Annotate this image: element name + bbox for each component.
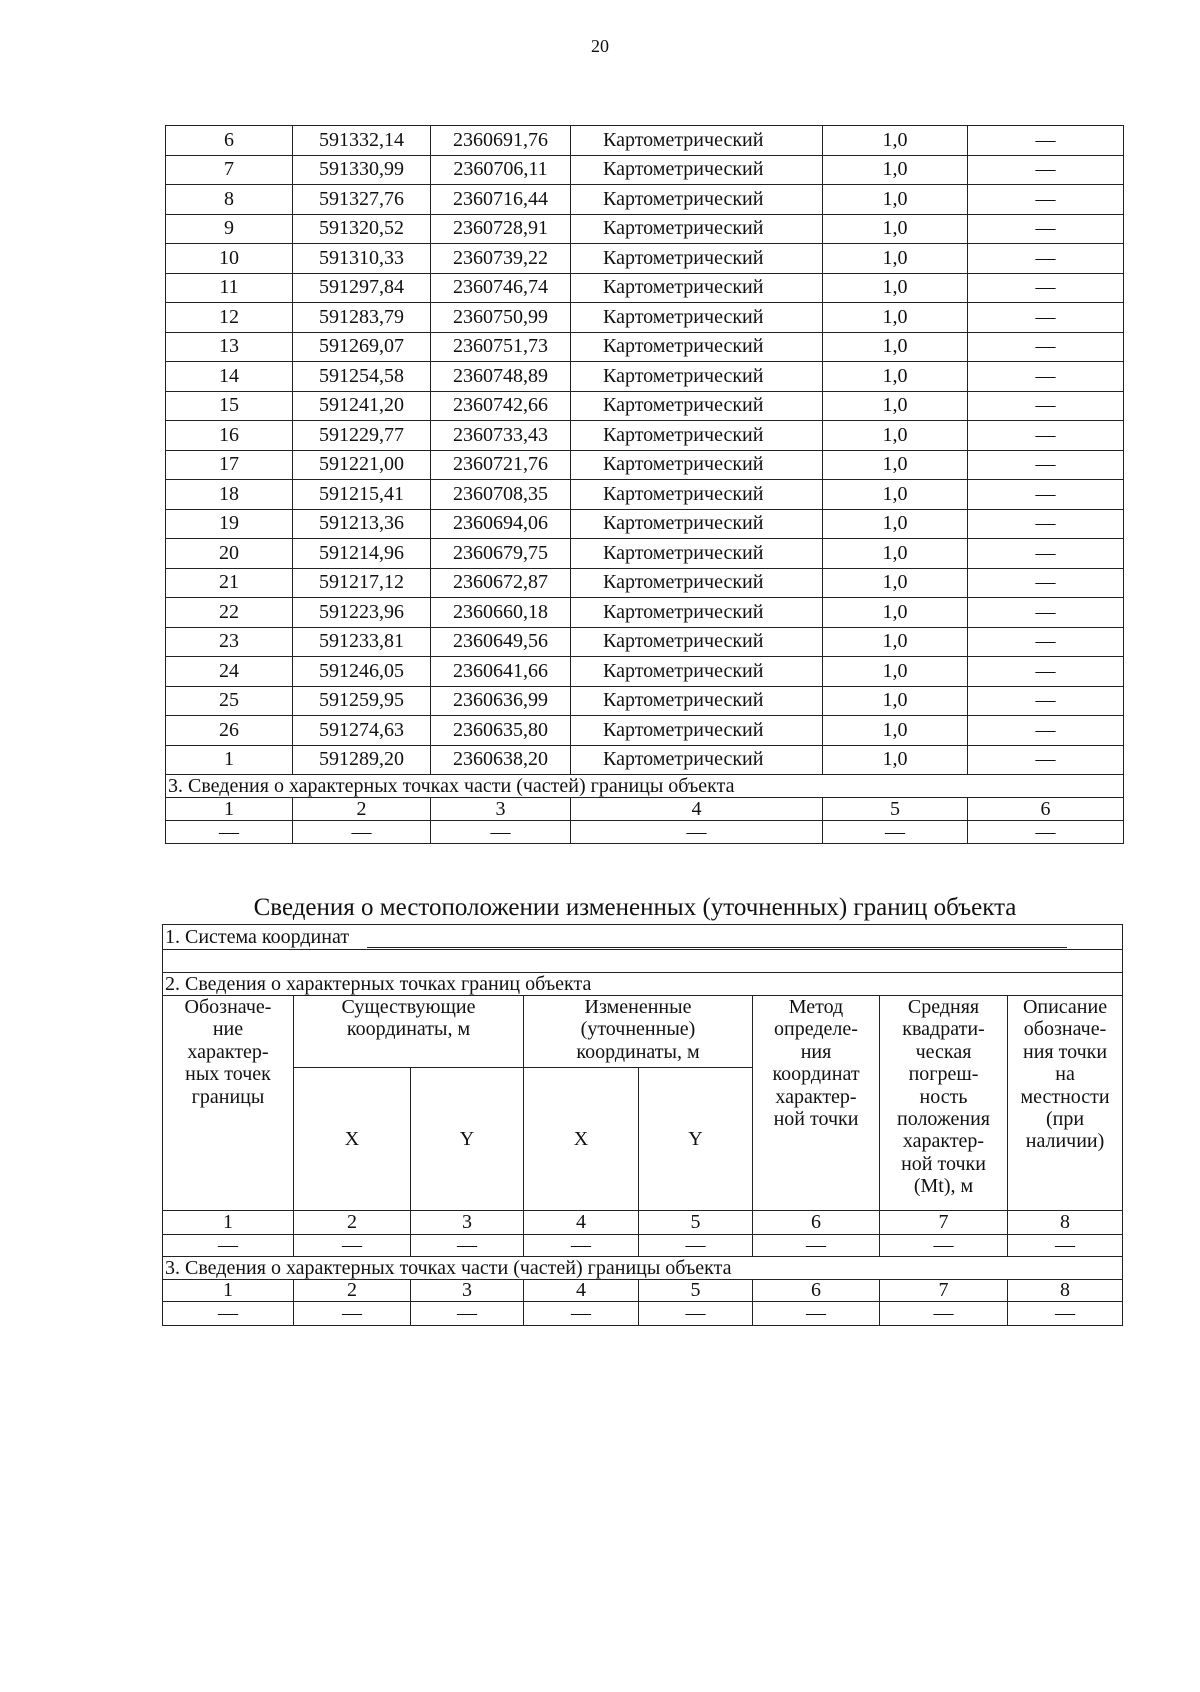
cell-coord-x: 591246,05: [293, 657, 431, 687]
section3-col-number: 3: [431, 798, 571, 821]
cell-point-number: 12: [166, 303, 293, 333]
cell-point-number: 20: [166, 539, 293, 569]
cell-coord-x: 591221,00: [293, 450, 431, 480]
cell-description: —: [968, 627, 1124, 657]
dash-cell: —: [411, 1235, 524, 1257]
header-point-description: Описание обозначе- ния точки на местности (при наличии): [1008, 996, 1123, 1211]
cell-coord-x: 591259,95: [293, 686, 431, 716]
cell-coord-y: 2360728,91: [431, 214, 571, 244]
table-row: [166, 332, 1124, 362]
cell-coord-y: 2360751,73: [431, 332, 571, 362]
cell-coord-x: 591283,79: [293, 303, 431, 333]
dash-cell: —: [294, 1302, 411, 1326]
cell-coord-x: 591214,96: [293, 539, 431, 569]
header-changed-coordinates: Измененные (уточненные) координаты, м: [524, 996, 753, 1068]
section3-col-number: 4: [571, 798, 823, 821]
section3-col-number: 2: [293, 798, 431, 821]
table-row: [166, 509, 1124, 539]
cell-point-number: 25: [166, 686, 293, 716]
header-mean-square-error: Средняя квадрати- ческая погреш- ность положения характер- ной точки (Mt), м: [880, 996, 1008, 1211]
dash-cell: —: [639, 1302, 753, 1326]
cell-description: —: [968, 126, 1124, 156]
cell-point-number: 22: [166, 598, 293, 628]
column-number: 3: [411, 1211, 524, 1235]
dash-cell: —: [1008, 1235, 1123, 1257]
cell-mean-square-error: 1,0: [823, 185, 968, 215]
table-row: [166, 155, 1124, 185]
cell-point-number: 18: [166, 480, 293, 510]
table-row: [166, 657, 1124, 687]
cell-point-number: 7: [166, 155, 293, 185]
dash-cell: —: [880, 1235, 1008, 1257]
cell-method: Картометрический: [571, 155, 823, 185]
cell-point-number: 17: [166, 450, 293, 480]
dash-cell: —: [163, 1235, 294, 1257]
column-number: 8: [1008, 1211, 1123, 1235]
table-row: [166, 185, 1124, 215]
column-number: 1: [163, 1280, 294, 1302]
cell-description: —: [968, 185, 1124, 215]
column-number: 6: [753, 1211, 880, 1235]
cell-point-number: 19: [166, 509, 293, 539]
cell-method: Картометрический: [571, 568, 823, 598]
cell-point-number: 6: [166, 126, 293, 156]
cell-mean-square-error: 1,0: [823, 480, 968, 510]
cell-coord-x: 591217,12: [293, 568, 431, 598]
cell-point-number: 26: [166, 716, 293, 746]
points-table: [165, 125, 1124, 844]
cell-coord-y: 2360742,66: [431, 391, 571, 421]
dash-cell: —: [524, 1235, 639, 1257]
cell-description: —: [968, 539, 1124, 569]
page-number: 20: [591, 36, 609, 56]
section3-dash-cell: —: [571, 821, 823, 844]
cell-point-number: 9: [166, 214, 293, 244]
cell-coord-y: 2360641,66: [431, 657, 571, 687]
cell-mean-square-error: 1,0: [823, 539, 968, 569]
cell-mean-square-error: 1,0: [823, 214, 968, 244]
cell-method: Картометрический: [571, 421, 823, 451]
coordinate-system-label: 1. Система координат: [165, 925, 350, 948]
column-number: 4: [524, 1211, 639, 1235]
cell-method: Картометрический: [571, 450, 823, 480]
header-changed-x: X: [524, 1068, 639, 1211]
cell-point-number: 21: [166, 568, 293, 598]
cell-method: Картометрический: [571, 185, 823, 215]
cell-description: —: [968, 391, 1124, 421]
cell-mean-square-error: 1,0: [823, 745, 968, 775]
dash-cell: —: [524, 1302, 639, 1326]
cell-method: Картометрический: [571, 273, 823, 303]
cell-point-number: 14: [166, 362, 293, 392]
cell-coord-x: 591213,36: [293, 509, 431, 539]
cell-mean-square-error: 1,0: [823, 716, 968, 746]
table-row: [166, 686, 1124, 716]
cell-description: —: [968, 362, 1124, 392]
column-number: 2: [294, 1211, 411, 1235]
cell-description: —: [968, 657, 1124, 687]
column-number: 1: [163, 1211, 294, 1235]
section3-title: 3. Сведения о характерных точках части (частей) границы объекта: [166, 775, 1124, 798]
cell-method: Картометрический: [571, 303, 823, 333]
cell-point-number: 23: [166, 627, 293, 657]
cell-mean-square-error: 1,0: [823, 450, 968, 480]
cell-description: —: [968, 686, 1124, 716]
table-row: [166, 450, 1124, 480]
cell-mean-square-error: 1,0: [823, 686, 968, 716]
cell-coord-y: 2360739,22: [431, 244, 571, 274]
cell-coord-y: 2360706,11: [431, 155, 571, 185]
table-row: [166, 421, 1124, 451]
cell-coord-y: 2360635,80: [431, 716, 571, 746]
cell-coord-x: 591229,77: [293, 421, 431, 451]
cell-coord-y: 2360638,20: [431, 745, 571, 775]
cell-description: —: [968, 244, 1124, 274]
cell-coord-x: 591223,96: [293, 598, 431, 628]
table-row: [166, 214, 1124, 244]
cell-method: Картометрический: [571, 657, 823, 687]
cell-description: —: [968, 450, 1124, 480]
cell-method: Картометрический: [571, 332, 823, 362]
cell-coord-x: 591215,41: [293, 480, 431, 510]
cell-mean-square-error: 1,0: [823, 332, 968, 362]
section3-col-number: 5: [823, 798, 968, 821]
cell-method: Картометрический: [571, 686, 823, 716]
cell-mean-square-error: 1,0: [823, 391, 968, 421]
cell-coord-x: 591297,84: [293, 273, 431, 303]
table-row: [166, 480, 1124, 510]
column-number: 8: [1008, 1280, 1123, 1302]
column-number: 3: [411, 1280, 524, 1302]
cell-point-number: 16: [166, 421, 293, 451]
dash-cell: —: [294, 1235, 411, 1257]
cell-point-number: 8: [166, 185, 293, 215]
column-number: 5: [639, 1211, 753, 1235]
cell-method: Картометрический: [571, 391, 823, 421]
cell-description: —: [968, 273, 1124, 303]
dash-cell: —: [753, 1302, 880, 1326]
table-row: [166, 598, 1124, 628]
cell-method: Картометрический: [571, 627, 823, 657]
dash-cell: —: [163, 1302, 294, 1326]
points-table-section3: [166, 775, 1124, 844]
cell-method: Картометрический: [571, 539, 823, 569]
cell-description: —: [968, 568, 1124, 598]
section2-title: 2. Сведения о характерных точках границ объекта: [163, 973, 1123, 996]
section3-dash-cell: —: [293, 821, 431, 844]
table-row: [166, 745, 1124, 775]
cell-coord-y: 2360733,43: [431, 421, 571, 451]
cell-coord-y: 2360679,75: [431, 539, 571, 569]
cell-description: —: [968, 716, 1124, 746]
changed-borders-table: [162, 924, 1123, 1326]
column-number: 2: [294, 1280, 411, 1302]
cell-method: Картометрический: [571, 362, 823, 392]
cell-description: —: [968, 303, 1124, 333]
table-row: [166, 391, 1124, 421]
cell-coord-y: 2360748,89: [431, 362, 571, 392]
cell-description: —: [968, 745, 1124, 775]
cell-coord-y: 2360649,56: [431, 627, 571, 657]
header-method: Метод определе- ния координат характер- ной точки: [753, 996, 880, 1211]
section3-dash-cell: —: [166, 821, 293, 844]
table-row: [166, 539, 1124, 569]
cell-description: —: [968, 421, 1124, 451]
cell-coord-y: 2360746,74: [431, 273, 571, 303]
table-row: [166, 716, 1124, 746]
cell-method: Картометрический: [571, 716, 823, 746]
changed-borders-title: Сведения о местоположении измененных (уточненных) границ объекта: [253, 894, 1017, 921]
cell-coord-x: 591332,14: [293, 126, 431, 156]
cell-method: Картометрический: [571, 598, 823, 628]
header-existing-x: X: [294, 1068, 411, 1211]
cell-coord-y: 2360694,06: [431, 509, 571, 539]
section3-dash-cell: —: [823, 821, 968, 844]
cell-coord-x: 591254,58: [293, 362, 431, 392]
cell-point-number: 15: [166, 391, 293, 421]
cell-mean-square-error: 1,0: [823, 273, 968, 303]
column-number: 6: [753, 1280, 880, 1302]
table-row: [166, 244, 1124, 274]
header-changed-y: Y: [639, 1068, 753, 1211]
cell-description: —: [968, 509, 1124, 539]
cell-coord-x: 591289,20: [293, 745, 431, 775]
dash-cell: —: [639, 1235, 753, 1257]
dash-cell: —: [880, 1302, 1008, 1326]
section3-dash-cell: —: [968, 821, 1124, 844]
cell-method: Картометрический: [571, 745, 823, 775]
cell-point-number: 13: [166, 332, 293, 362]
cell-description: —: [968, 214, 1124, 244]
dash-cell: —: [1008, 1302, 1123, 1326]
cell-coord-y: 2360716,44: [431, 185, 571, 215]
coordinate-system-value-row: [163, 950, 1123, 973]
coordinate-system-blank-line: [367, 929, 1067, 948]
cell-mean-square-error: 1,0: [823, 303, 968, 333]
cell-mean-square-error: 1,0: [823, 598, 968, 628]
cell-coord-y: 2360672,87: [431, 568, 571, 598]
cell-method: Картометрический: [571, 214, 823, 244]
cell-coord-x: 591320,52: [293, 214, 431, 244]
cell-point-number: 24: [166, 657, 293, 687]
table2-section3-title: 3. Сведения о характерных точках части (частей) границы объекта: [163, 1257, 1123, 1280]
cell-coord-y: 2360660,18: [431, 598, 571, 628]
cell-mean-square-error: 1,0: [823, 244, 968, 274]
cell-mean-square-error: 1,0: [823, 627, 968, 657]
cell-mean-square-error: 1,0: [823, 509, 968, 539]
header-existing-y: Y: [411, 1068, 524, 1211]
table-row: [166, 303, 1124, 333]
cell-method: Картометрический: [571, 509, 823, 539]
cell-coord-x: 591269,07: [293, 332, 431, 362]
header-existing-coordinates: Существующие координаты, м: [294, 996, 524, 1068]
column-number: 7: [880, 1280, 1008, 1302]
cell-coord-y: 2360721,76: [431, 450, 571, 480]
table-row: [166, 126, 1124, 156]
points-table-body: [166, 126, 1124, 775]
cell-mean-square-error: 1,0: [823, 568, 968, 598]
cell-coord-x: 591310,33: [293, 244, 431, 274]
dash-cell: —: [753, 1235, 880, 1257]
header-point-designation: Обозначе- ние характер- ных точек границы: [163, 996, 294, 1211]
cell-coord-y: 2360691,76: [431, 126, 571, 156]
section3-col-number: 6: [968, 798, 1124, 821]
cell-coord-x: 591241,20: [293, 391, 431, 421]
cell-coord-x: 591274,63: [293, 716, 431, 746]
column-number: 5: [639, 1280, 753, 1302]
column-number: 7: [880, 1211, 1008, 1235]
cell-coord-y: 2360750,99: [431, 303, 571, 333]
cell-coord-x: 591327,76: [293, 185, 431, 215]
cell-description: —: [968, 598, 1124, 628]
cell-mean-square-error: 1,0: [823, 421, 968, 451]
cell-mean-square-error: 1,0: [823, 657, 968, 687]
cell-point-number: 1: [166, 745, 293, 775]
cell-coord-x: 591330,99: [293, 155, 431, 185]
cell-point-number: 10: [166, 244, 293, 274]
dash-cell: —: [411, 1302, 524, 1326]
cell-point-number: 11: [166, 273, 293, 303]
table-row: [166, 627, 1124, 657]
section3-col-number: 1: [166, 798, 293, 821]
table-row: [166, 362, 1124, 392]
cell-mean-square-error: 1,0: [823, 126, 968, 156]
table-row: [166, 568, 1124, 598]
cell-mean-square-error: 1,0: [823, 155, 968, 185]
coordinate-system-row: [163, 925, 1123, 950]
column-number: 4: [524, 1280, 639, 1302]
cell-method: Картометрический: [571, 126, 823, 156]
cell-description: —: [968, 155, 1124, 185]
section3-dash-cell: —: [431, 821, 571, 844]
cell-coord-y: 2360708,35: [431, 480, 571, 510]
cell-coord-y: 2360636,99: [431, 686, 571, 716]
cell-mean-square-error: 1,0: [823, 362, 968, 392]
cell-method: Картометрический: [571, 244, 823, 274]
cell-coord-x: 591233,81: [293, 627, 431, 657]
cell-description: —: [968, 332, 1124, 362]
cell-description: —: [968, 480, 1124, 510]
table-row: [166, 273, 1124, 303]
cell-method: Картометрический: [571, 480, 823, 510]
